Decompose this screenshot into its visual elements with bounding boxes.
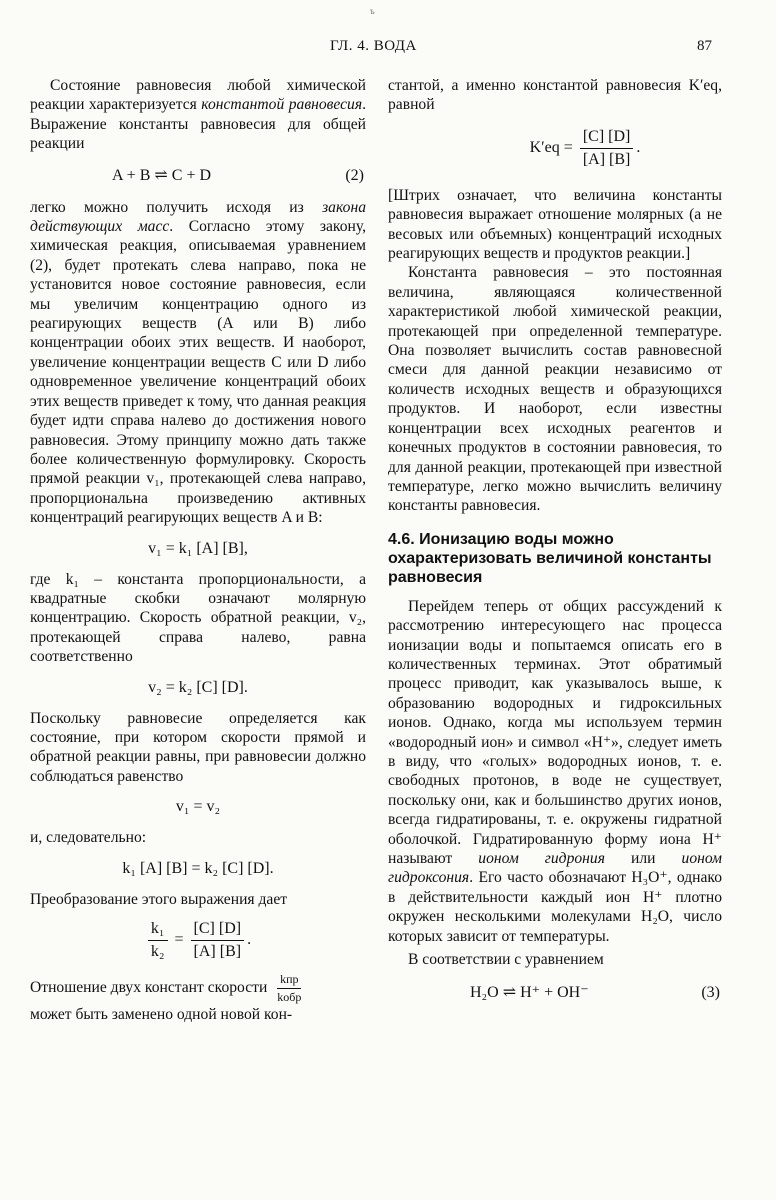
section-heading: 4.6. Ионизацию воды можно охарактеризовать величиной константы равновесия xyxy=(388,530,712,586)
paragraph: стантой, а именно константой равновесия K′eq, равной xyxy=(388,77,722,114)
chapter-title: ГЛ. 4. ВОДА xyxy=(330,38,417,54)
equation-v1: v₁ = k₁ [A] [B], xyxy=(148,539,248,557)
paragraph: и, следовательно: xyxy=(30,829,147,847)
equation-fraction: $\frac{\text{k₁}}{\text{k₂}}$ = $\frac{[C] [D]}{[A] [B]}$ . xyxy=(30,919,366,962)
equation-2: A + B ⇌ C + D (2) xyxy=(112,166,364,184)
scan-mark: ъ xyxy=(370,6,375,16)
paragraph: Преобразование этого выражения дает xyxy=(30,890,288,908)
equation-number: (3) xyxy=(701,984,720,1002)
left-column xyxy=(30,76,366,1024)
paragraph: Перейдем теперь от общих рассуждений к рассмотрению интересующего нас процесса ионизации воды и попытаемся описать его в количественных терминах. Этот обратимый процесс приводит, как указывалось выше, к образованию водородных и гидроксильных ионов. Однако, когда мы используем термин «водородный ион» и символ «H⁺», следует иметь в виду, что «голых» водородных ионов, т. е. свободных протонов, в воде не существует, поскольку они, как и большинство других ионов, всегда гидратированы, т. е. окружены гидратной оболочкой. Гидратированную форму иона H⁺ называют ионом гидрония или ионом гидроксония. Его часто обозначают H₃O⁺, однако в действительности каждый ион H⁺ плотно окружен несколькими молекулами H₂O, число которых зависит от температуры. xyxy=(388,597,722,945)
paragraph: легко можно получить исходя из закона действующих масс. Согласно этому закону, химическая реакция, описываемая уравнением (2), будет протекать слева направо, пока не установится новое состояние равновесия, если мы увеличим концентрацию одного из реагирующих веществ (A или B) либо концентрации обоих этих веществ. И наоборот, увеличение концентрации веществ C или D либо одновременное увеличение концентраций обоих этих веществ приведет к тому, что данная реакция будет идти справа налево до достижения нового равновесия. Этому принципу можно дать также более количественную формулировку. Скорость прямой реакции v₁, протекающей слева направо, пропорциональна произведению активных концентраций реагирующих веществ A и B: xyxy=(30,198,366,527)
rate-ratio: $\frac{\text{kпр}}{\text{kобр}}$ xyxy=(277,972,302,1004)
equation-v1-v2: v₁ = v₂ xyxy=(175,798,221,816)
equation-number: (2) xyxy=(345,166,364,184)
paragraph: Состояние равновесия любой химической реакции характеризуется константой равновесия. Выражение константы равновесия для общей реакции xyxy=(30,77,366,153)
paragraph: Отношение двух констант скорости $\frac{\text{kпр}}{\text{kобр}}$ xyxy=(30,972,366,1005)
right-column xyxy=(388,76,722,1015)
equation-v2: v₂ = k₂ [C] [D]. xyxy=(148,678,248,696)
running-header xyxy=(0,38,776,58)
bracket-note: [Штрих означает, что величина константы равновесия выражает отношение молярных (а не весовых или объемных) концентраций исходных реагирующих веществ и продуктов реакции.] xyxy=(388,186,722,263)
page-number: 87 xyxy=(697,38,712,54)
equation-3: H₂O ⇌ H⁺ + OH⁻ (3) xyxy=(470,984,720,1002)
equation-keq: K′eq = $\frac{[C] [D]}{[A] [B]}$ . xyxy=(529,127,641,168)
paragraph: В соответствии с уравнением xyxy=(408,951,604,969)
paragraph: Константа равновесия – это постоянная величина, являющаяся количественной характеристикой любой химической реакции, протекающей при определенной температуре. Она позволяет вычислить состав равновесной смеси для данной реакции независимо от количеств исходных веществ и образующихся продуктов. И наоборот, если известны концентрации всех исходных реагентов и конечных продуктов в состоянии равновесия, то для данной реакции, протекающей при известной температуре, легко можно вычислить величину константы равновесия. xyxy=(388,264,722,515)
paragraph: Поскольку равновесие определяется как состояние, при котором скорости прямой и обратной реакции равны, при равновесии должно соблюдаться равенство xyxy=(30,709,366,785)
equation-k: k₁ [A] [B] = k₂ [C] [D]. xyxy=(122,859,274,877)
paragraph: может быть заменено одной новой кон- xyxy=(30,1006,293,1023)
paragraph: где k₁ – константа пропорциональности, а квадратные скобки означают молярную концентрацию. Скорость обратной реакции, v₂, протекающей справа налево, равна соответственно xyxy=(30,570,366,666)
